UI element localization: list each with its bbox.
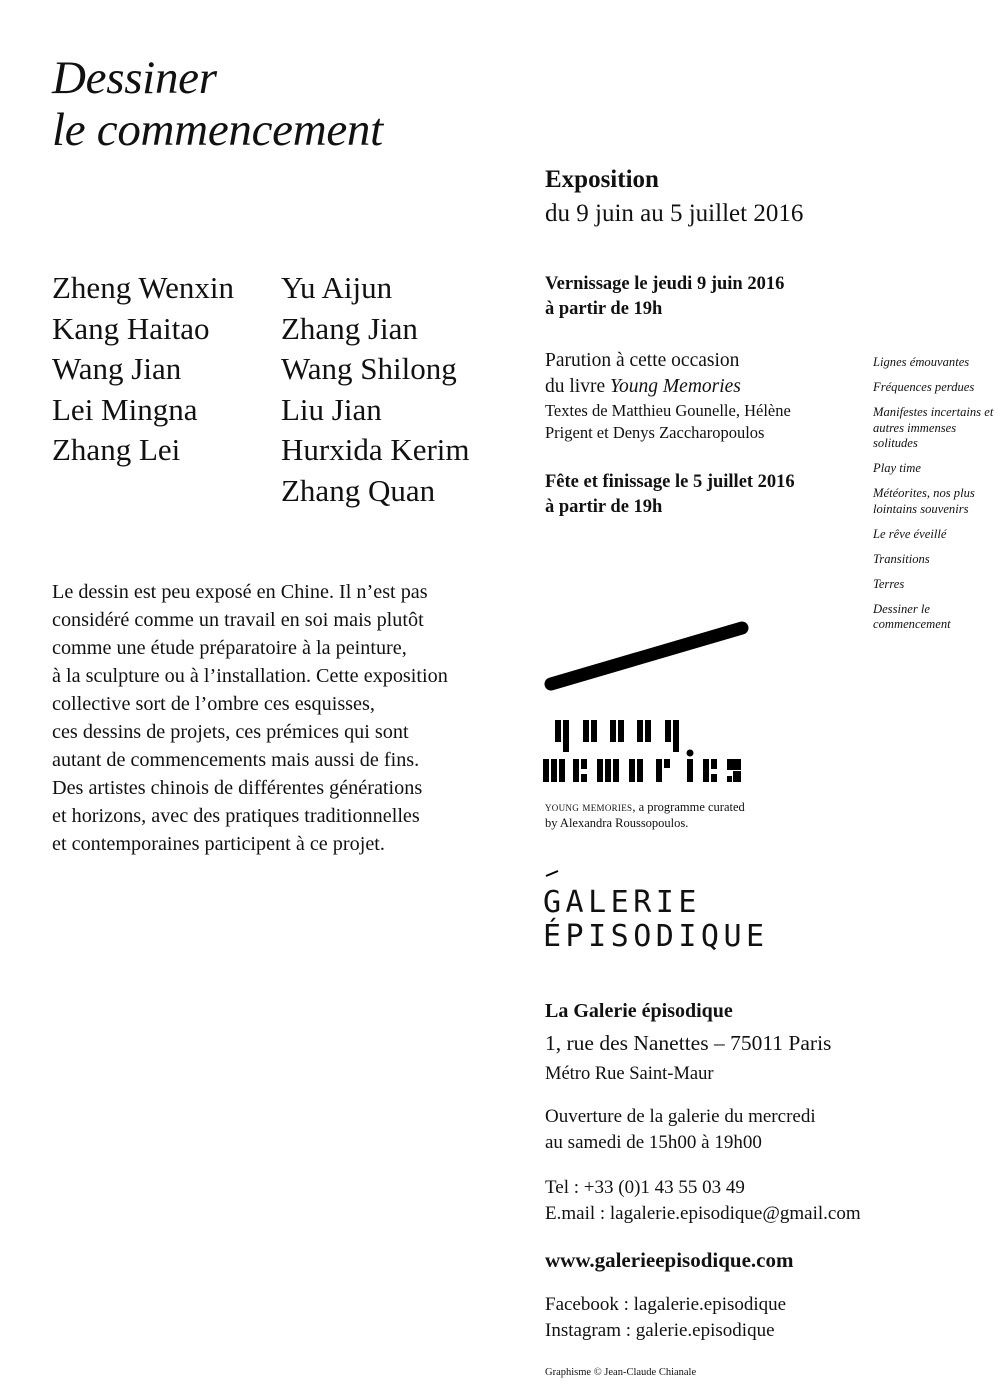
artist-name: Liu Jian xyxy=(281,391,382,427)
artist-name: Wang Shilong xyxy=(281,351,457,386)
caption-line-1 xyxy=(545,799,745,815)
email-link[interactable]: E.mail : lagalerie.episodique@gmail.com xyxy=(545,1203,861,1224)
description-line: Des artistes chinois de différentes générations xyxy=(52,777,423,799)
description-line: collective sort de l’ombre ces esquisses, xyxy=(52,693,375,715)
logo-word-young xyxy=(555,720,679,752)
logo-letter-m xyxy=(543,759,565,782)
artist-name: Lei Mingna xyxy=(52,391,198,427)
logo-letter-o xyxy=(583,720,597,742)
design-credit: Graphisme © Jean-Claude Chianale xyxy=(545,1367,697,1378)
series-item: Lignes émouvantes xyxy=(873,355,970,369)
exhibition-description xyxy=(52,578,522,858)
texts-authors-line-1: Textes de Matthieu Gounelle, Hélène xyxy=(545,401,791,420)
contact-info xyxy=(545,1175,861,1227)
gallery-address: 1, rue des Nanettes – 75011 Paris xyxy=(545,1031,832,1055)
opening-hours xyxy=(545,1104,816,1156)
hours-line-2: au samedi de 15h00 à 19h00 xyxy=(545,1132,762,1153)
description-line: ces dessins de projets, ces prémices qui sont xyxy=(52,721,409,743)
title-line-1: Dessiner xyxy=(52,52,217,104)
young-memories-logo xyxy=(543,718,778,786)
series-item: Météorites, nos plus lointains souvenirs xyxy=(873,486,975,516)
galerie-episodique-logo xyxy=(543,886,769,954)
book-title: Young Memories xyxy=(609,376,741,397)
finissage-info xyxy=(545,470,795,520)
artist-name: Zhang Quan xyxy=(281,472,436,508)
artist-name: Kang Haitao xyxy=(52,310,210,346)
description-line: et contemporaines participent à ce projet. xyxy=(52,833,385,855)
artists-column-2 xyxy=(281,268,470,511)
series-item: Terres xyxy=(873,576,905,591)
series-item: Transitions xyxy=(873,551,930,566)
logo-letter-u xyxy=(610,720,624,742)
parution-line-1: Parution à cette occasion xyxy=(545,350,740,371)
hours-line-1: Ouverture de la galerie du mercredi xyxy=(545,1106,816,1127)
description-line: comme une étude préparatoire à la peinture, xyxy=(52,637,407,659)
vernissage-info xyxy=(545,272,784,322)
brush-stroke-icon xyxy=(543,620,753,695)
instagram-link[interactable]: Instagram : galerie.episodique xyxy=(545,1320,775,1341)
book-release-info xyxy=(545,348,791,444)
artist-name: Hurxida Kerim xyxy=(281,432,470,467)
logo-letter-e xyxy=(703,759,717,782)
logo-letter-e xyxy=(573,759,587,782)
description-line: Le dessin est peu exposé en Chine. Il n’est pas xyxy=(52,581,428,603)
vernissage-time: à partir de 19h xyxy=(545,299,663,319)
description-line: autant de commencements mais aussi de fins. xyxy=(52,749,420,771)
logo-letter-g xyxy=(665,720,679,752)
logo-letter-r xyxy=(656,759,670,782)
logo-letter-m xyxy=(597,759,619,782)
series-item: Dessiner le commencement xyxy=(873,601,951,631)
social-links xyxy=(545,1292,786,1344)
series-item: Le rêve éveillé xyxy=(873,526,947,541)
series-item: Fréquences perdues xyxy=(873,380,975,394)
caption-rest: , a programme curated xyxy=(632,800,745,814)
texts-authors-line-2: Prigent et Denys Zaccharopoulos xyxy=(545,423,765,442)
description-line: à la sculpture ou à l’installation. Cette exposition xyxy=(52,665,448,687)
caption-line-2: by Alexandra Roussopoulos. xyxy=(545,816,689,830)
logo-line-1: GALERIE xyxy=(543,885,701,920)
logo-line-2: ÉPISODIQUE xyxy=(543,919,769,954)
series-list xyxy=(873,355,998,642)
facebook-link[interactable]: Facebook : lagalerie.episodique xyxy=(545,1294,787,1315)
logo-letter-y xyxy=(555,720,569,752)
finissage-time: à partir de 19h xyxy=(545,497,663,517)
exhibition-heading: Exposition xyxy=(545,166,659,193)
description-line: considéré comme un travail en soi mais plutôt xyxy=(52,609,424,631)
programme-name: young memories xyxy=(545,800,633,814)
logo-word-memories xyxy=(543,750,741,783)
website-link[interactable]: www.galerieepisodique.com xyxy=(545,1248,794,1272)
description-line: et horizons, avec des pratiques traditionnelles xyxy=(52,805,420,827)
logo-letter-s xyxy=(727,759,741,782)
parution-prefix: du livre xyxy=(545,376,610,397)
artist-name: Zhang Lei xyxy=(52,432,181,467)
artist-name: Zhang Jian xyxy=(281,310,418,346)
logo-letter-o xyxy=(629,759,643,782)
finissage-date: Fête et finissage le 5 juillet 2016 xyxy=(545,472,795,492)
series-item: Manifestes incertains et autres immenses solitudes xyxy=(873,405,994,450)
logo-letter-i xyxy=(687,750,694,783)
parution-line-2 xyxy=(545,374,791,400)
vernissage-date: Vernissage le jeudi 9 juin 2016 xyxy=(545,274,785,294)
series-item: Play time xyxy=(873,461,921,475)
exhibition-dates: du 9 juin au 5 juillet 2016 xyxy=(545,200,804,227)
gallery-metro: Métro Rue Saint-Maur xyxy=(545,1064,714,1084)
artist-name: Yu Aijun xyxy=(281,270,393,305)
galerie-accent-mark-icon xyxy=(545,869,559,877)
artist-name: Wang Jian xyxy=(52,351,182,386)
artists-column-1 xyxy=(52,268,234,471)
title-line-2: le commencement xyxy=(52,104,383,156)
telephone[interactable]: Tel : +33 (0)1 43 55 03 49 xyxy=(545,1177,745,1198)
logo-letter-n xyxy=(637,720,651,742)
young-memories-caption xyxy=(545,799,745,831)
artist-name: Zheng Wenxin xyxy=(52,270,235,305)
gallery-name: La Galerie épisodique xyxy=(545,1000,733,1022)
poster-title xyxy=(52,52,383,156)
